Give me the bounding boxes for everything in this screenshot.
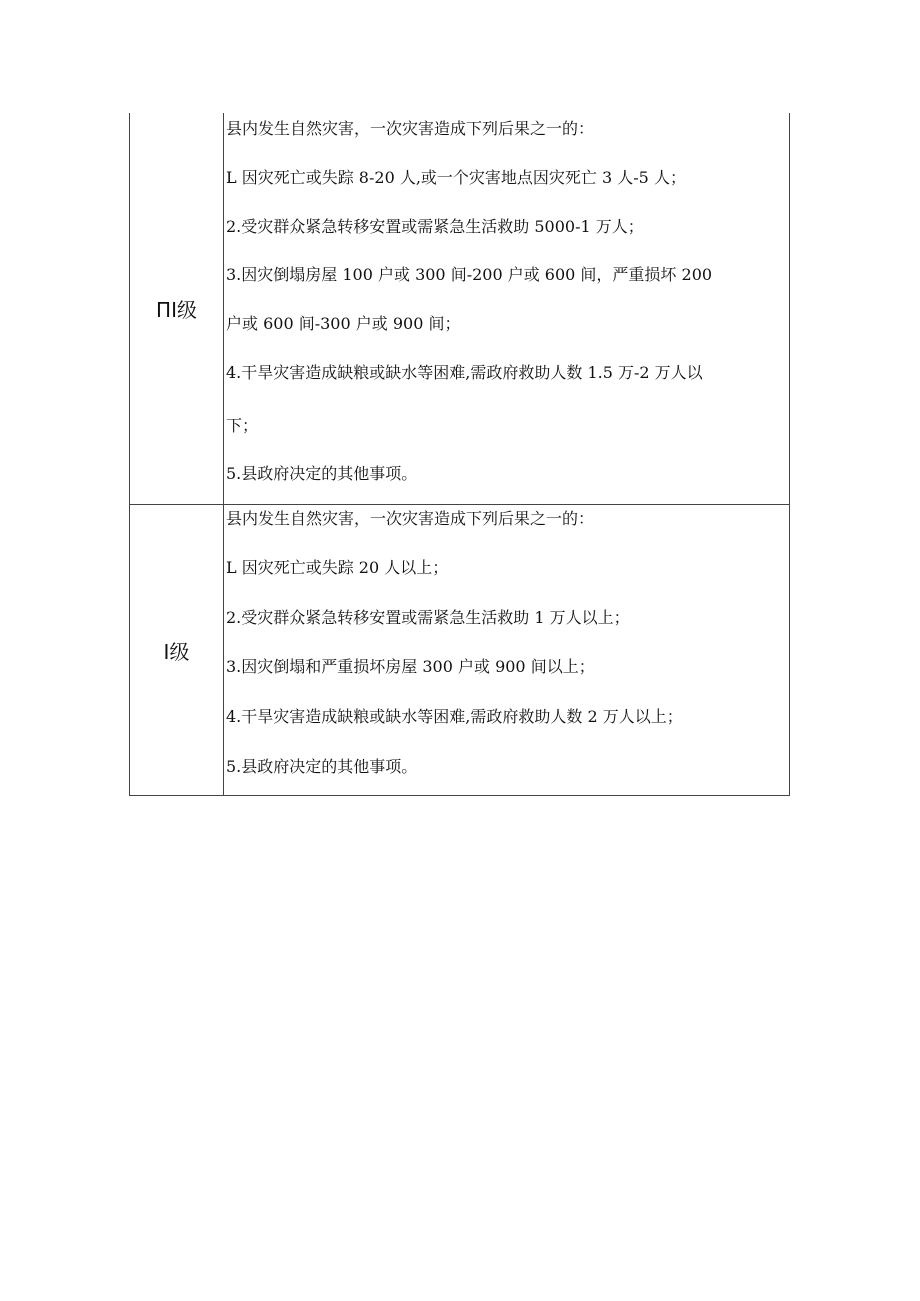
level-label: Ⅰ级 [163, 639, 190, 664]
criteria-line: 2.受灾群众紧急转移安置或需紧急生活救助 1 万人以上； [226, 608, 630, 627]
criteria-line: L 因灾死亡或失踪 8-20 人,或一个灾害地点因灾死亡 3 人-5 人； [226, 168, 686, 187]
criteria-cell [224, 505, 789, 795]
table-row-level-1 [129, 505, 790, 796]
criteria-line: 2.受灾群众紧急转移安置或需紧急生活救助 5000-1 万人； [226, 217, 644, 236]
criteria-line: L 因灾死亡或失踪 20 人以上； [226, 558, 449, 577]
disaster-level-table [129, 113, 790, 796]
criteria-line: 户或 600 间-300 户或 900 间； [226, 314, 461, 333]
criteria-line: 5.县政府决定的其他事项。 [226, 464, 418, 483]
level-label: ΠⅠ级 [156, 298, 197, 322]
table-row-level-2 [129, 113, 790, 505]
criteria-line: 3.因灾倒塌和严重损坏房屋 300 户或 900 间以上； [226, 657, 595, 676]
criteria-line: 县内发生自然灾害，一次灾害造成下列后果之一的： [226, 509, 595, 528]
criteria-line: 县内发生自然灾害，一次灾害造成下列后果之一的： [226, 119, 595, 138]
criteria-cell [224, 113, 789, 504]
criteria-line: 4.干旱灾害造成缺粮或缺水等困难,需政府救助人数 1.5 万-2 万人以 [226, 363, 703, 382]
criteria-line: 4.干旱灾害造成缺粮或缺水等困难,需政府救助人数 2 万人以上； [226, 707, 683, 726]
criteria-line: 5.县政府决定的其他事项。 [226, 757, 418, 776]
criteria-line: 下； [226, 416, 259, 435]
criteria-line: 3.因灾倒塌房屋 100 户或 300 间-200 户或 600 间，严重损坏 200 [226, 265, 713, 284]
level-cell [130, 113, 224, 504]
level-cell [130, 505, 224, 795]
